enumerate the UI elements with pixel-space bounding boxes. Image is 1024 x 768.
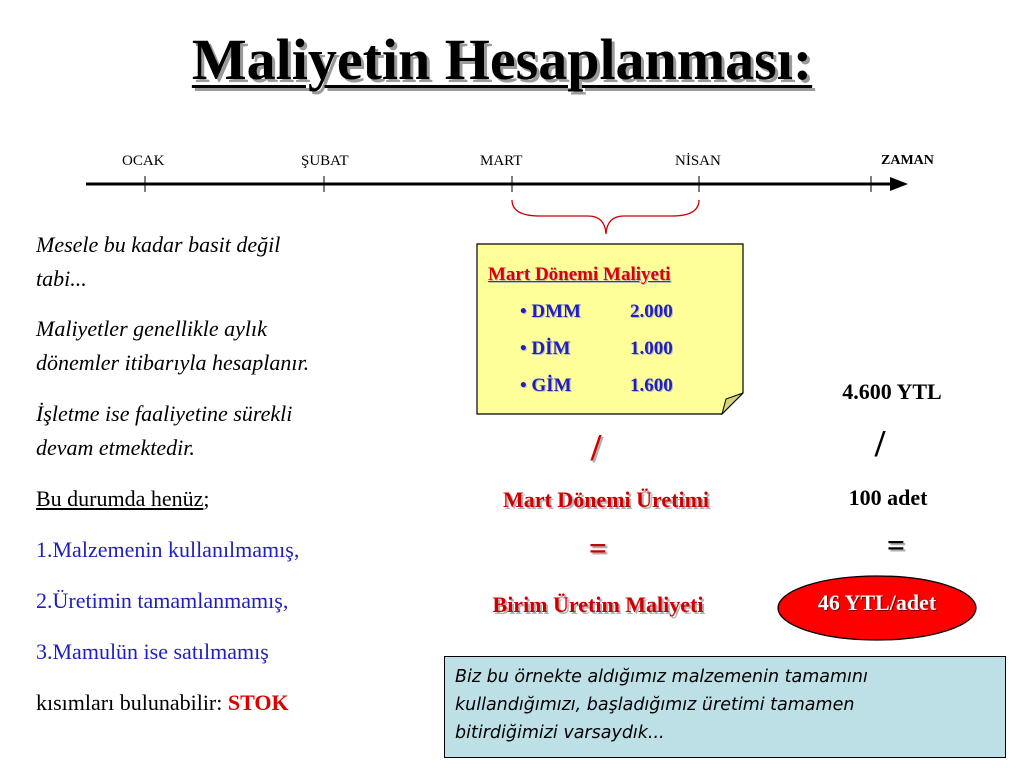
stock-line-prefix: kısımları bulunabilir: <box>36 690 228 715</box>
note-item-dmm-value: 2.000 <box>630 301 673 322</box>
paragraph-4 <box>36 482 210 516</box>
paragraph-1 <box>36 228 280 296</box>
list-item-2: 2.Üretimin tamamlanmamış, <box>36 588 289 613</box>
divide-sign-left: / <box>590 427 602 469</box>
stock-highlight: STOK <box>227 690 289 715</box>
paragraph-4-underlined: Bu durumda henüz <box>36 486 204 511</box>
units-value: 100 adet <box>848 485 928 510</box>
timeline-arrowhead <box>890 177 908 191</box>
paragraph-3-line-1: İşletme ise faaliyetine sürekli <box>36 401 293 426</box>
paragraph-2-line-1: Maliyetler genellikle aylık <box>36 316 267 341</box>
unit-cost-label: Birim Üretim Maliyeti <box>492 592 704 617</box>
mart-brace <box>512 200 699 234</box>
assumption-line-1: Biz bu örnekte aldığımız malzemenin tamamını <box>455 667 868 687</box>
total-cost-value: 4.600 YTL <box>842 379 942 404</box>
note-item-dim-label: • DİM <box>520 338 571 359</box>
note-item-gim-label: • GİM <box>520 375 572 396</box>
paragraph-3 <box>36 397 292 465</box>
note-item-gim-value: 1.600 <box>630 375 673 396</box>
paragraph-1-line-2: tabi... <box>36 266 87 291</box>
list-item-1: 1.Malzemenin kullanılmamış, <box>36 537 300 562</box>
note-item-dim-value: 1.000 <box>630 338 673 359</box>
page-title: Maliyetin Hesaplanması: <box>191 27 813 92</box>
timeline-label-zaman: ZAMAN <box>881 153 934 168</box>
paragraph-1-line-1: Mesele bu kadar basit değil <box>36 232 281 257</box>
timeline-axis <box>0 0 1024 260</box>
assumption-line-3: bitirdiğimizi varsaydık... <box>455 723 665 743</box>
timeline-label-mart: MART <box>480 153 523 169</box>
stock-line <box>36 686 289 720</box>
assumption-note-box <box>444 656 1006 758</box>
paragraph-2-line-2: dönemler itibarıyla hesaplanır. <box>36 350 310 375</box>
equals-sign-right: = <box>886 527 906 563</box>
timeline-label-nisan: NİSAN <box>675 153 721 169</box>
equals-sign-left: = <box>588 530 608 566</box>
paragraph-4-suffix: ; <box>203 486 210 511</box>
paragraph-2 <box>36 312 309 380</box>
note-heading: Mart Dönemi Maliyeti <box>488 264 671 285</box>
divide-sign-right: / <box>874 423 886 465</box>
list-item-3: 3.Mamulün ise satılmamış <box>36 639 269 664</box>
timeline-label-subat: ŞUBAT <box>301 153 349 169</box>
timeline-label-ocak: OCAK <box>122 153 165 169</box>
paragraph-3-line-2: devam etmektedir. <box>36 435 195 460</box>
assumption-line-2: kullandığımızı, başladığımız üretimi tamamen <box>455 695 855 715</box>
note-item-dmm-label: • DMM <box>520 301 581 322</box>
production-label: Mart Dönemi Üretimi <box>502 487 710 512</box>
unit-cost-result: 46 YTL/adet <box>817 590 937 615</box>
